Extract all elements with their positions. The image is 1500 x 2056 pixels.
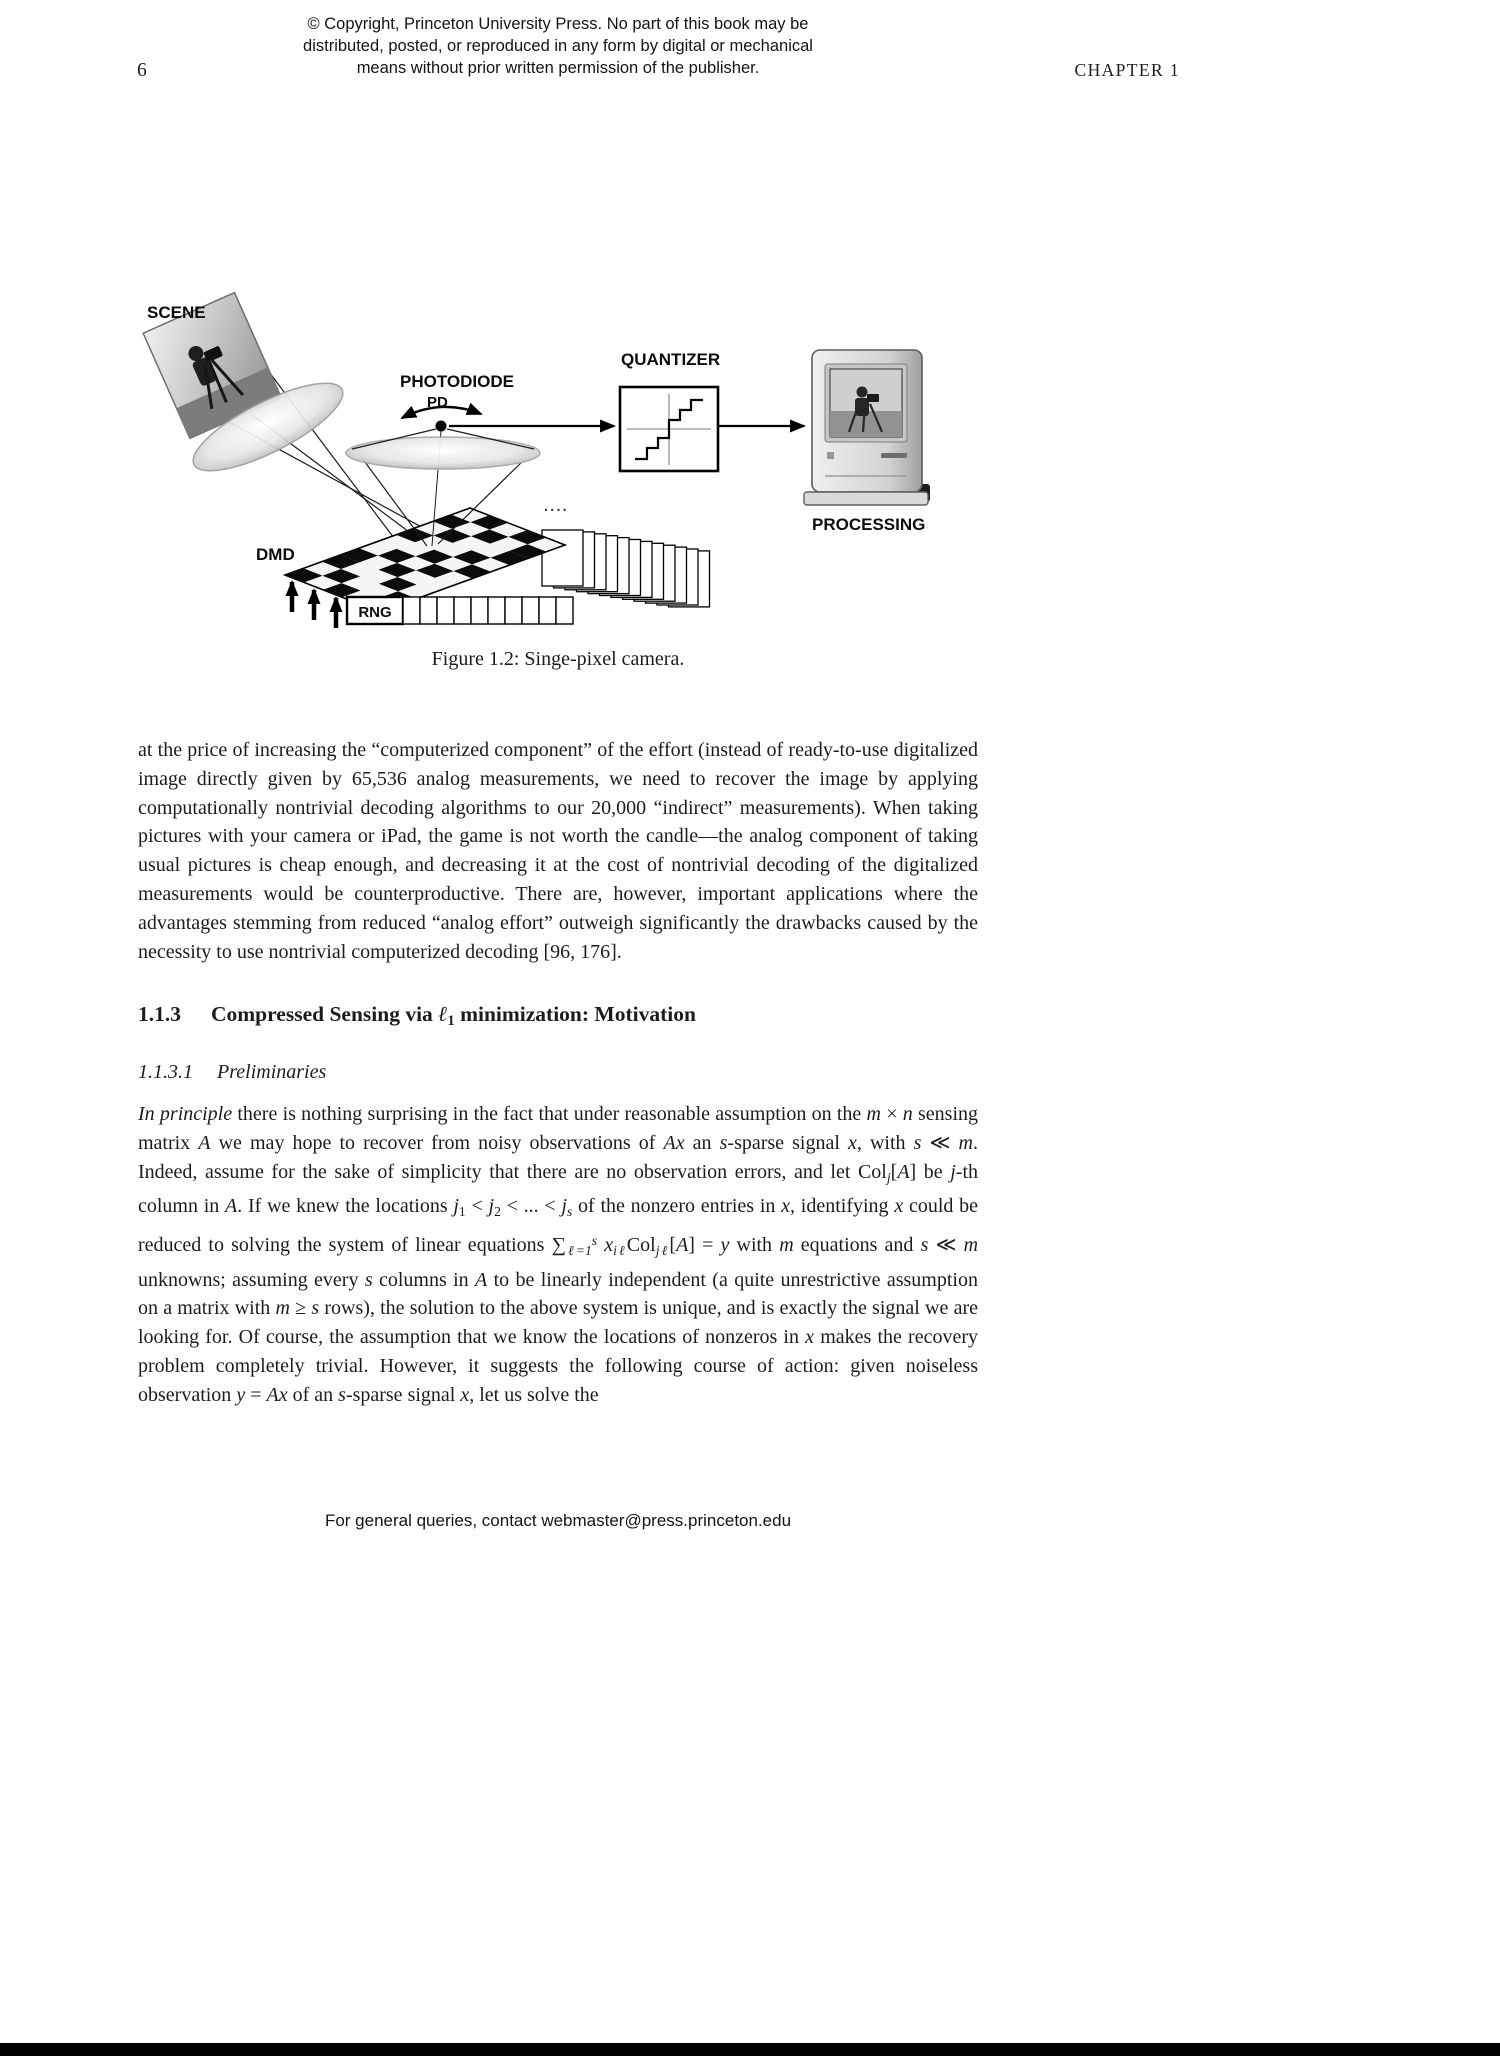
computer-illustration xyxy=(804,350,930,505)
label-pd: PD xyxy=(427,394,448,411)
subsection-heading xyxy=(138,1058,978,1087)
label-scene: SCENE xyxy=(147,303,206,322)
copyright-line: distributed, posted, or reproduced in any form by digital or mechanical xyxy=(303,37,813,55)
copyright-line: © Copyright, Princeton University Press. No part of this book may be xyxy=(307,15,809,33)
copyright-notice xyxy=(138,13,978,79)
label-dmd: DMD xyxy=(256,545,295,564)
section-title: Compressed Sensing via ℓ1 minimization: Motivation xyxy=(211,1002,696,1030)
page-number: 6 xyxy=(137,60,147,81)
subsection-number: 1.1.3.1 xyxy=(138,1061,193,1084)
label-processing: PROCESSING xyxy=(812,515,926,534)
paragraph: In principle there is nothing surprising in the fact that under reasonable assumption on the m × n sensing matrix A we may hope to recover from noisy observations of Ax an s-sparse signal x, with s ≪ m. Indeed, assume for the sake of simplicity that there are no observation errors, and let Colj[A] be j-th column in A. If we knew the locations j1 < j2 < ... < js of the nonzero entries in x, identifying x could be reduced to solving the system of linear equations $\sum\ell=1^s$ xiℓColjℓ[A] = y with m equations and s ≪ m unknowns; assuming every s columns in A to be linearly independent (a quite unrestrictive assumption on a matrix with m ≥ s rows), the solution to the above system is unique, and is exactly the signal we are looking for. Of course, the assumption that we know the locations of nonzeros in x makes the recovery problem completely trivial. However, it suggests the following course of action: given noiseless observation y = Ax of an s-sparse signal x, let us solve the xyxy=(138,1103,979,1406)
figure-caption: Figure 1.2: Singe-pixel camera. xyxy=(431,648,685,670)
paragraph: at the price of increasing the “computerized component” of the effort (instead of ready-to-use digitalized image directly given by 65,536 analog measurements, we need to recover the image by applying computationally nontrivial decoding algorithms to our 20,000 “indirect” measurements). When taking pictures with your camera or iPad, the game is not worth the candle—the analog component of taking usual pictures is cheap enough, and decreasing it at the cost of nontrivial decoding of the digitalized measurements would be counterproductive. There are, however, important applications where the advantages stemming from reduced “analog effort” outweigh significantly the drawbacks caused by the necessity to use nontrivial computerized decoding [96, 176]. xyxy=(138,739,978,963)
quantizer-box xyxy=(620,387,718,471)
subsection-title: Preliminaries xyxy=(217,1061,327,1084)
single-pixel-camera-diagram xyxy=(90,290,990,650)
body-text xyxy=(138,736,978,1410)
continuation-dots: .... xyxy=(544,498,569,515)
label-photodiode: PHOTODIODE xyxy=(400,372,514,391)
label-quantizer: QUANTIZER xyxy=(621,350,721,369)
mirror-array-stack xyxy=(542,530,710,607)
label-rng: RNG xyxy=(358,604,392,621)
chapter-header: CHAPTER 1 xyxy=(1074,60,1180,80)
section-number: 1.1.3 xyxy=(138,1002,181,1027)
copyright-line: means without prior written permission of the publisher. xyxy=(356,59,760,77)
footer-query-note: For general queries, contact webmaster@press.princeton.edu xyxy=(324,1511,792,1530)
section-heading xyxy=(138,1000,978,1036)
page-bottom-bar xyxy=(0,2043,1500,2056)
